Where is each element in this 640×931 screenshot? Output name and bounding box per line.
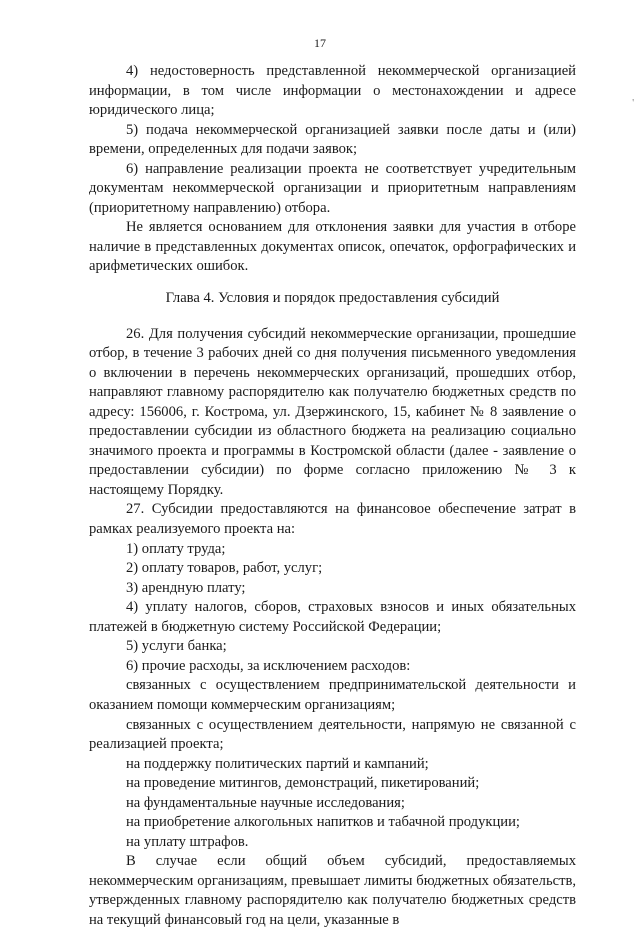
list-item-goods: 2) оплату товаров, работ, услуг; bbox=[126, 560, 323, 577]
spacer bbox=[89, 277, 576, 289]
list-item-other: 6) прочие расходы, за исключением расходов: bbox=[126, 657, 411, 674]
paragraph-27: 27. Субсидии предоставляются на финансовое обеспечение затрат в рамках реализуемого проекта на: bbox=[89, 501, 576, 538]
spacer bbox=[89, 309, 576, 325]
exclusion-unrelated: связанных с осуществлением деятельности, напрямую не связанной с реализацией проекта; bbox=[89, 716, 576, 753]
list-item-taxes: 4) уплату налогов, сборов, страховых взносов и иных обязательных платежей в бюджетную систему Российской Федерации; bbox=[89, 599, 576, 635]
corner-mark: ' bbox=[632, 98, 634, 109]
exclusion-business: связанных с осуществлением предпринимательской деятельности и оказанием помощи коммерческим организациям; bbox=[89, 677, 576, 713]
exclusion-fines: на уплату штрафов. bbox=[126, 833, 249, 850]
paragraph-26: 26. Для получения субсидий некоммерческие организации, прошедшие отбор, в течение 3 рабочих дней со дня получения письменного уведомления о включении в перечень некоммерческих организаций, прошедших отбор, направляют главному распорядителю как получателю бюджетных средств по адресу: 156006, г. Кострома, ул. Дзержинского, 15, кабинет № 8 заявление о предоставлении субсидии из областного бюджета на реализацию социально значимого проекта и программы в Костромской области (далее - заявление о предоставлении субсидии) по форме согласно приложению № 3 к настоящему Порядку. bbox=[89, 325, 576, 498]
list-item-rent: 3) арендную плату; bbox=[126, 579, 246, 596]
exclusion-political: на поддержку политических партий и кампаний; bbox=[126, 755, 429, 772]
list-item-labor: 1) оплату труда; bbox=[126, 540, 226, 557]
page-number: 17 bbox=[314, 36, 326, 50]
paragraph-item-5: 5) подача некоммерческой организацией заявки после даты и (или) времени, определенных для подачи заявок; bbox=[89, 121, 576, 158]
exclusion-research: на фундаментальные научные исследования; bbox=[126, 794, 405, 811]
document-body bbox=[89, 62, 576, 931]
paragraph-item-4: 4) недостоверность представленной некоммерческой организацией информации, в том числе информации о местонахождении и адресе юридического лица; bbox=[89, 63, 576, 119]
paragraph-not-grounds: Не является основанием для отклонения заявки для участия в отборе наличие в представленных документах описок, опечаток, орфографических и арифметических ошибок. bbox=[89, 219, 576, 275]
paragraph-item-6: 6) направление реализации проекта не соответствует учредительным документам некоммерческой организации и приоритетным направлениям (приоритетному направлению) отбора. bbox=[89, 160, 576, 216]
exclusion-rallies: на проведение митингов, демонстраций, пикетирований; bbox=[126, 775, 480, 792]
exclusion-alcohol: на приобретение алкогольных напитков и табачной продукции; bbox=[126, 814, 520, 831]
paragraph-limits: В случае если общий объем субсидий, предоставляемых некоммерческим организациям, превышает лимиты бюджетных обязательств, утвержденных главному распорядителю как получателю бюджетных средств на текущий финансовый год на цели, указанные в bbox=[89, 853, 576, 928]
chapter-heading: Глава 4. Условия и порядок предоставления субсидий bbox=[165, 290, 500, 307]
list-item-bank: 5) услуги банка; bbox=[126, 638, 227, 655]
